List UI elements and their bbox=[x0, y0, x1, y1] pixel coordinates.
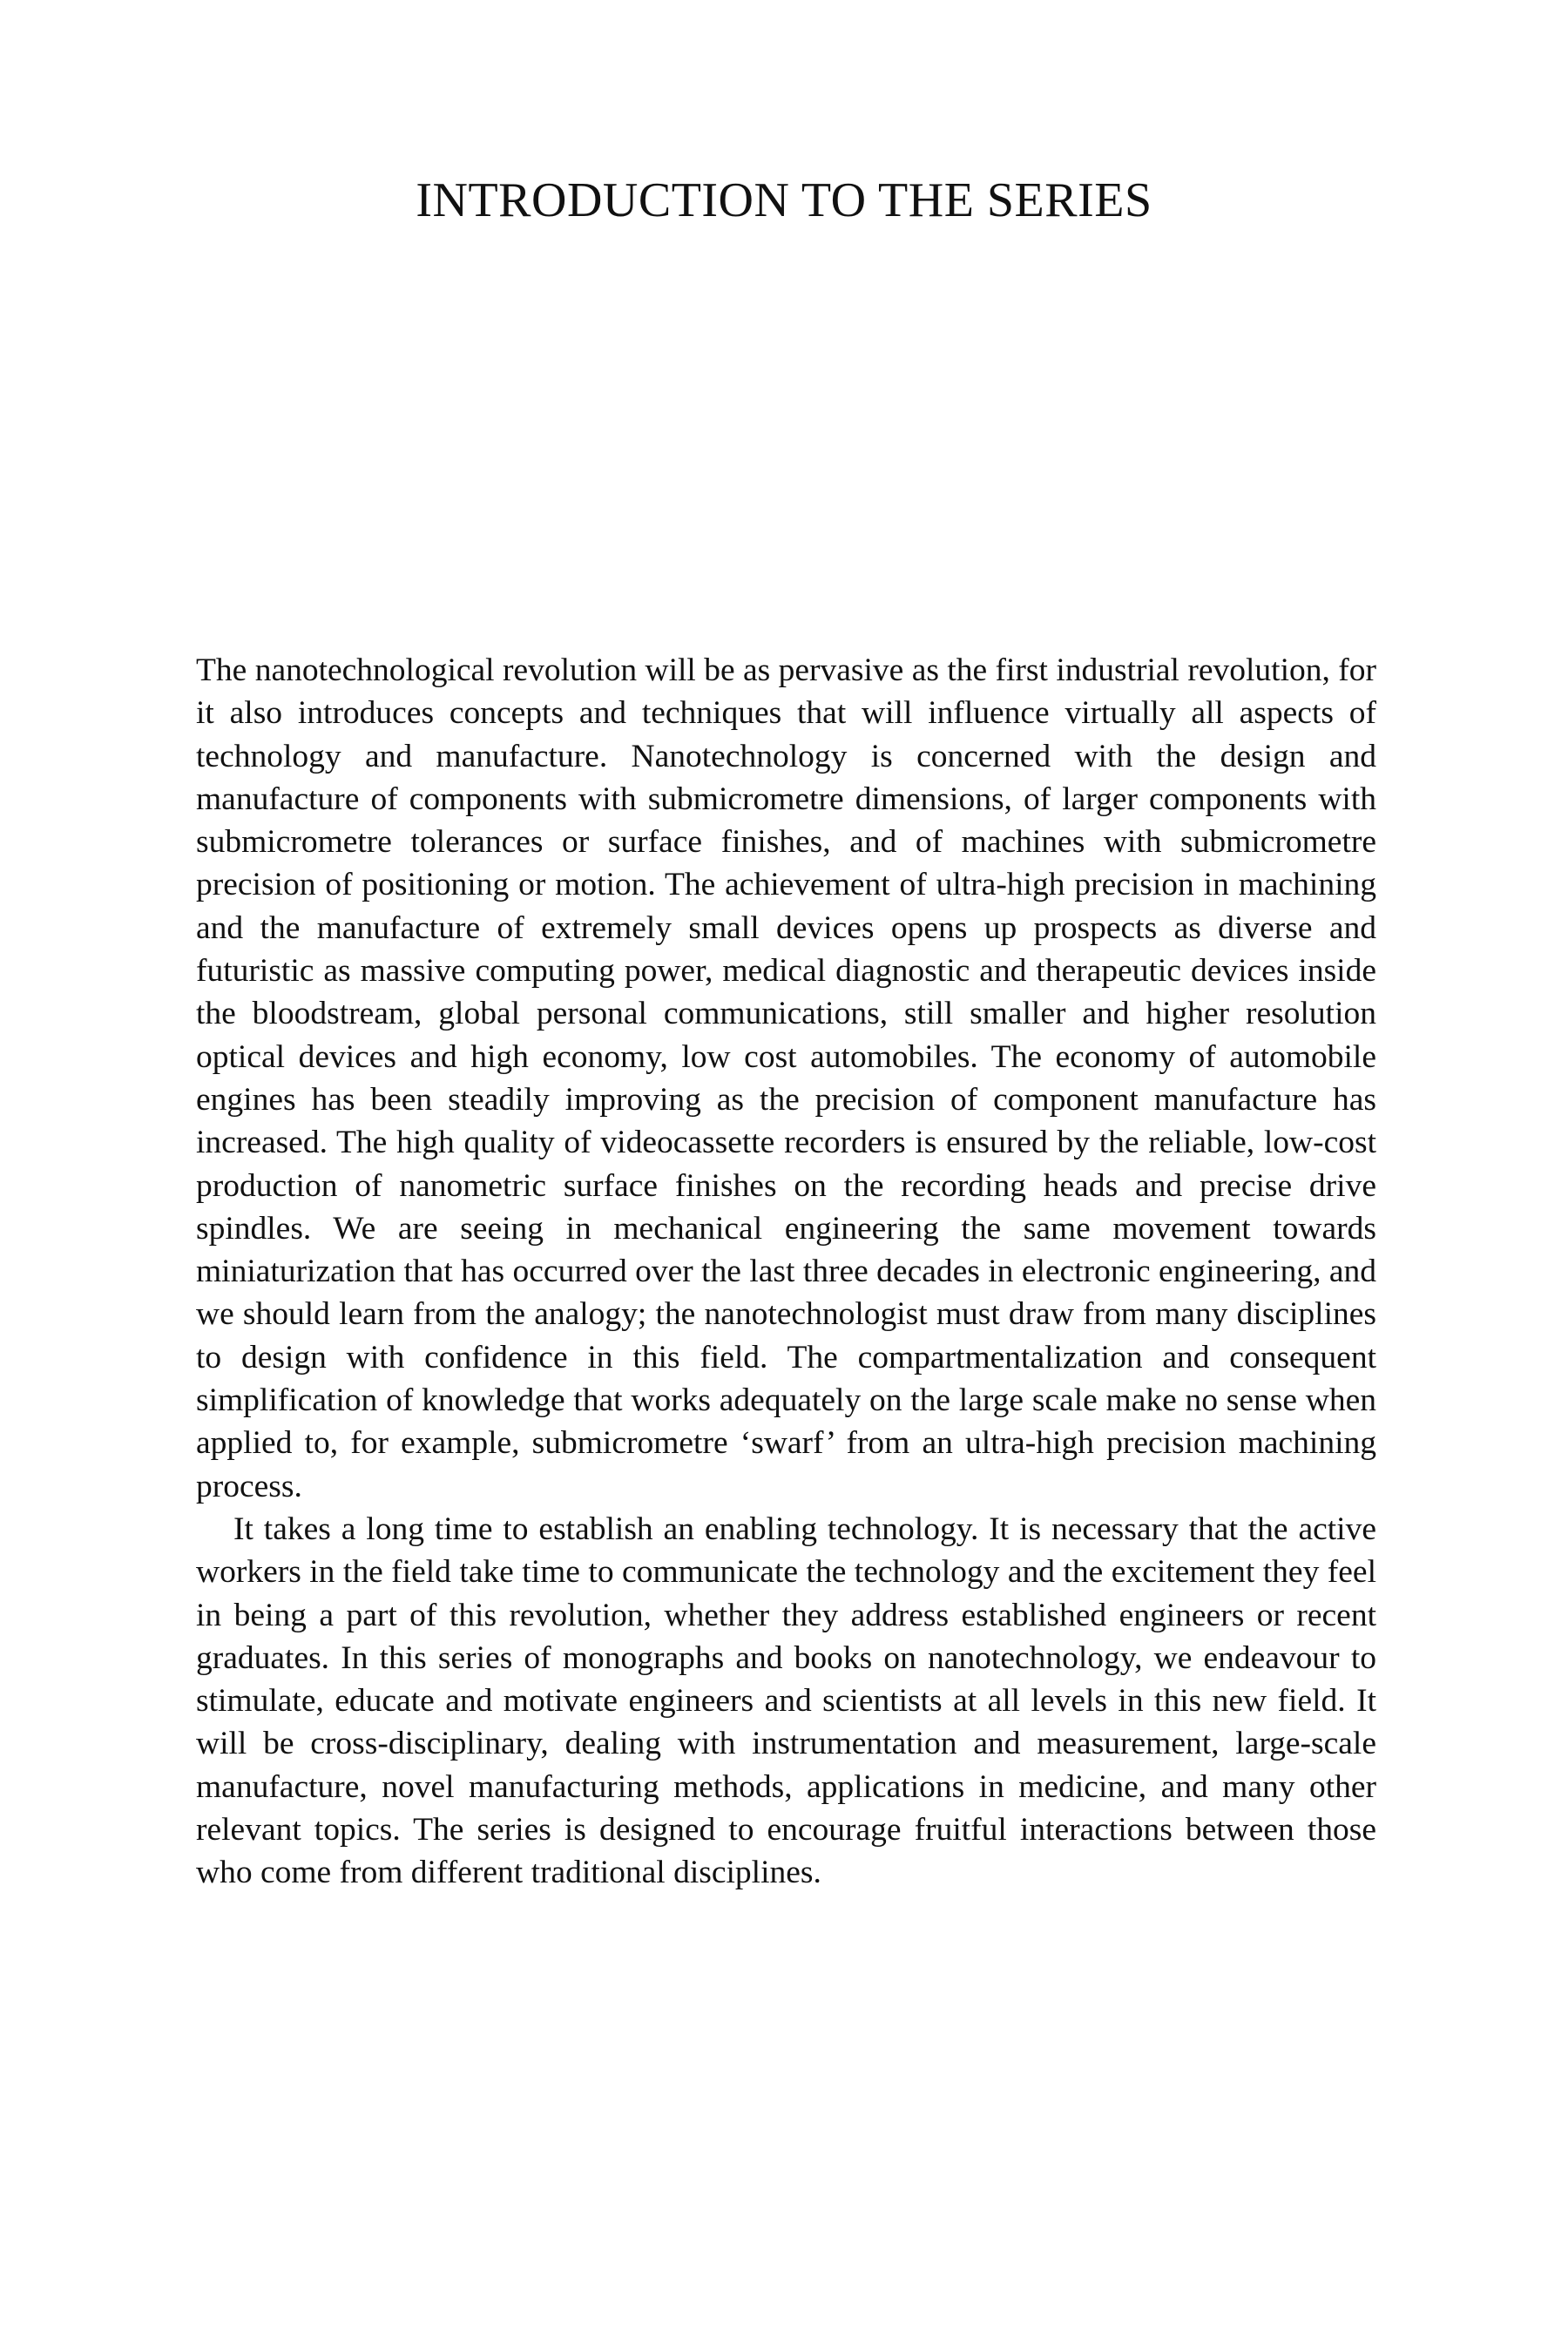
body-text bbox=[196, 649, 1376, 1895]
paragraph-2: It takes a long time to establish an enabling technology. It is necessary that the active workers in the field take time to communicate the technology and the excitement they feel in being a part of this revolution, whether they address established engineers or recent graduates. In this series of monographs and books on nanotechnology, we endeavour to stimulate, educate and motivate engineers and scientists at all levels in this new field. It will be cross-disciplinary, dealing with instrumentation and measurement, large-scale manufacture, novel manufacturing methods, applications in medicine, and many other relevant topics. The series is designed to encourage fruitful interactions between those who come from different traditional disciplines. bbox=[196, 1511, 1376, 1891]
page-title: INTRODUCTION TO THE SERIES bbox=[416, 173, 1152, 227]
paragraph-1: The nanotechnological revolution will be as pervasive as the first industrial revolution, for it also introduces concepts and techniques that will influence virtually all aspects of technology and manufacture. Nanotechnology is concerned with the design and manufacture of components with submicrometre dimensions, of larger components with submicrometre tolerances or surface finishes, and of machines with submicrometre precision of positioning or motion. The achievement of ultra-high precision in machining and the manufacture of extremely small devices opens up prospects as diverse and futuristic as massive computing power, medical diagnostic and therapeutic devices inside the bloodstream, global personal communications, still smaller and higher resolution optical devices and high economy, low cost automobiles. The economy of automobile engines has been steadily improving as the precision of component manufacture has increased. The high quality of videocassette recorders is ensured by the reliable, low-cost production of nanometric surface finishes on the recording heads and precise drive spindles. We are seeing in mechanical engineering the same movement towards miniaturization that has occurred over the last three decades in electronic engineering, and we should learn from the analogy; the nanotechnologist must draw from many disciplines to design with confidence in this field. The compartmentalization and consequent simplification of knowledge that works adequately on the large scale make no sense when applied to, for example, submicrometre ‘swarf’ from an ultra-high precision machining process. bbox=[196, 652, 1376, 1504]
